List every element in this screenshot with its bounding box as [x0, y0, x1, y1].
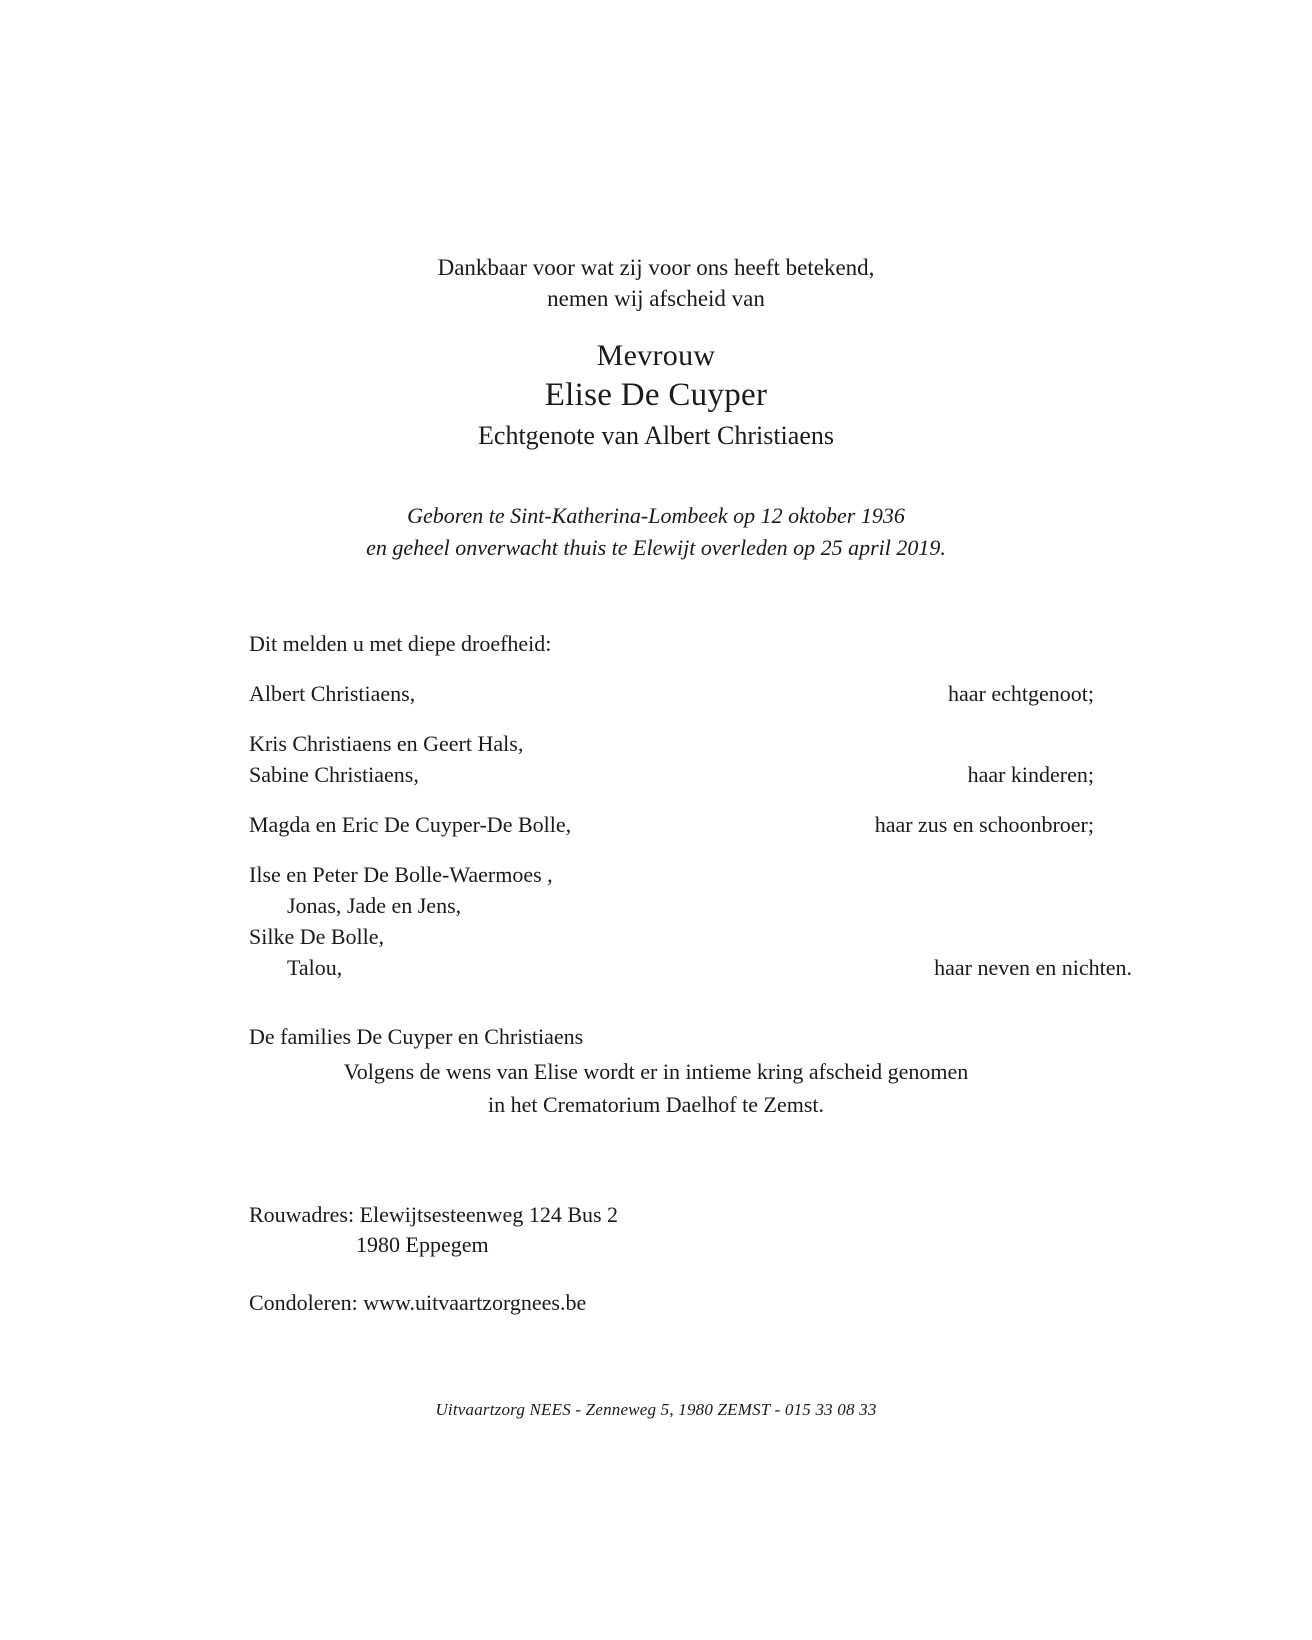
family-relation: haar neven en nichten.	[934, 955, 1132, 980]
family-relation: haar zus en schoonbroer;	[874, 812, 1094, 837]
family-member-name: Silke De Bolle,	[249, 924, 385, 949]
family-member-name: Jonas, Jade en Jens,	[287, 893, 462, 918]
funeral-home-footer: Uitvaartzorg NEES - Zenneweg 5, 1980 ZEMST - 015 33 08 33	[435, 1400, 877, 1419]
ceremony-line-2: in het Crematorium Daelhof te Zemst.	[487, 1092, 824, 1117]
deceased-full-name: Elise De Cuyper	[544, 377, 768, 413]
birth-line: Geboren te Sint-Katherina-Lombeek op 12 oktober 1936	[407, 503, 905, 528]
family-group	[249, 678, 1094, 709]
address-block	[249, 1200, 1094, 1318]
family-member-name: Magda en Eric De Cuyper-De Bolle,	[249, 812, 572, 837]
family-relation: haar kinderen;	[967, 762, 1094, 787]
mourning-address-line-1: Rouwadres: Elewijtsesteenweg 124 Bus 2	[249, 1202, 619, 1227]
table-row	[249, 728, 1094, 759]
spouse-line: Echtgenote van Albert Christiaens	[478, 421, 834, 450]
table-row	[249, 921, 1094, 952]
condolences-link[interactable]: Condoleren: www.uitvaartzorgnees.be	[249, 1290, 587, 1315]
table-row	[249, 890, 1132, 921]
salutation: Mevrouw	[596, 339, 716, 372]
family-group	[249, 859, 1132, 983]
family-relation: haar echtgenoot;	[948, 681, 1094, 706]
family-member-name: Talou,	[287, 955, 343, 980]
opening-line-1: Dankbaar voor wat zij voor ons heeft betekend,	[437, 255, 875, 280]
family-group	[249, 728, 1094, 790]
table-row	[249, 809, 1094, 840]
table-row	[249, 759, 1094, 790]
ceremony-line-1: Volgens de wens van Elise wordt er in intieme kring afscheid genomen	[343, 1059, 969, 1084]
table-row	[249, 952, 1132, 983]
death-line: en geheel onverwacht thuis te Elewijt overleden op 25 april 2019.	[366, 535, 946, 560]
families-line: De families De Cuyper en Christiaens	[249, 1024, 584, 1049]
family-group	[249, 809, 1094, 840]
table-row	[249, 678, 1094, 709]
family-announcement	[249, 628, 1132, 1052]
ceremony-text	[0, 1055, 1312, 1121]
table-row	[249, 859, 1094, 890]
mourning-address-line-2: 1980 Eppegem	[356, 1232, 489, 1257]
family-member-name: Ilse en Peter De Bolle-Waermoes ,	[249, 862, 553, 887]
opening-text	[0, 252, 1312, 314]
family-member-name: Albert Christiaens,	[249, 681, 416, 706]
opening-line-2: nemen wij afscheid van	[547, 286, 765, 311]
deceased-name-block	[0, 337, 1312, 454]
family-member-name: Sabine Christiaens,	[249, 762, 419, 787]
birth-death-dates	[0, 500, 1312, 564]
announcement-intro: Dit melden u met diepe droefheid:	[249, 631, 552, 656]
family-member-name: Kris Christiaens en Geert Hals,	[249, 731, 524, 756]
